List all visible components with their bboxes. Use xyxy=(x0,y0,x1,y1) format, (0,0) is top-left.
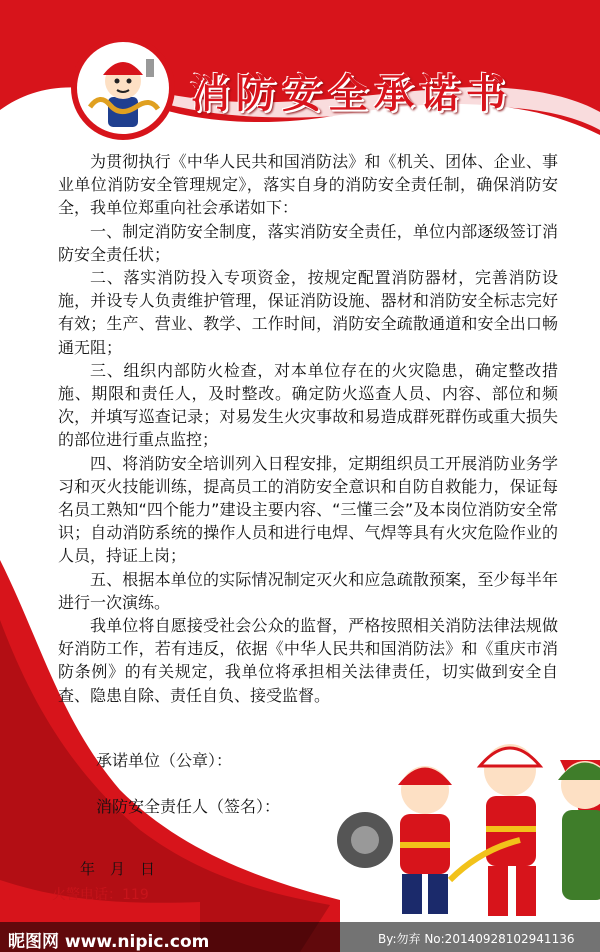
watermark-right: By:勿弃 No:20140928102941136 xyxy=(378,932,575,946)
paragraph-item-3: 三、组织内部防火检查，对本单位存在的火灾隐患，确定整改措施、期限和责任人，及时整改。确定防火巡查人员、内容、部位和频次，并填写巡查记录；对易发生火灾事故和易造成群死群伤或重大损失的部位进行重点监控； xyxy=(58,360,558,450)
paragraph-item-2: 二、落实消防投入专项资金，按规定配置消防器材，完善消防设施，并设专人负责维护管理，保证消防设施、器材和消防安全标志完好有效；生产、营业、教学、工作时间，消防安全疏散通道和安全出口畅通无阻； xyxy=(58,268,558,357)
page-title: 消防安全承诺书 xyxy=(190,71,512,117)
paragraph-item-5: 五、根据本单位的实际情况制定灭火和应急疏散预案，至少每半年进行一次演练。 xyxy=(58,569,558,612)
sign-person-label: 消防安全责任人（签名）： xyxy=(96,797,281,816)
commitment-text xyxy=(58,150,558,707)
watermark-left: 昵图网 www.nipic.com xyxy=(8,932,210,952)
date-label: 年 月 日 xyxy=(80,860,156,878)
paragraph-closing: 我单位将自愿接受社会公众的监督，严格按照相关消防法律法规做好消防工作，若有违反，依据《中华人民共和国消防法》和《重庆市消防条例》的有关规定，我单位将承担相关法律责任，切实做到安全自查、隐患自除、责任自负、接受监督。 xyxy=(58,616,558,705)
paragraph-item-1: 一、制定消防安全制度，落实消防安全责任，单位内部逐级签订消防安全责任状； xyxy=(58,221,558,264)
paragraph-intro: 为贯彻执行《中华人民共和国消防法》和《机关、团体、企业、事业单位消防安全管理规定》，落实自身的消防安全责任制，确保消防安全，我单位郑重向社会承诺如下： xyxy=(58,152,558,218)
sign-unit-label: 承诺单位（公章）： xyxy=(96,751,233,770)
firefighters-illustration-icon xyxy=(330,730,600,930)
paragraph-item-4: 四、将消防安全培训列入日程安排，定期组织员工开展消防业务学习和灭火技能训练，提高员工的消防安全意识和自防自救能力，保证每名员工熟知“四个能力”建设主要内容、“三懂三会”及本岗位消防安全常识；自动消防系统的操作人员和进行电焊、气焊等具有火灾危险作业的人员，持证上岗； xyxy=(58,453,558,566)
fire-hotline: 火警电话：119 xyxy=(52,887,149,903)
firefighter-mascot-icon xyxy=(70,35,176,141)
